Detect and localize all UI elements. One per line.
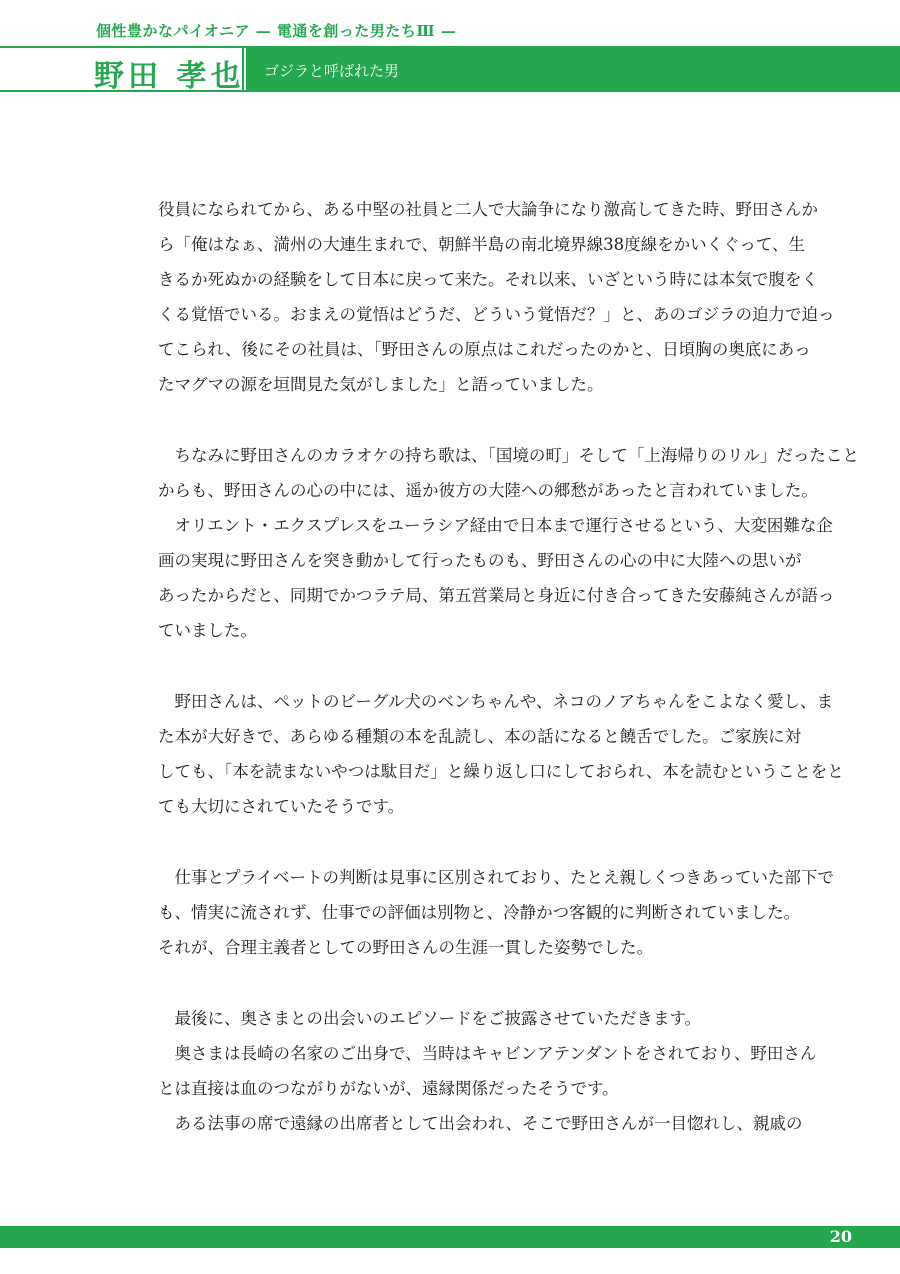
text-line: も、情実に流されず、仕事での評価は別物と、冷静かつ客観的に判断されていました。 <box>158 903 801 922</box>
text-line: くる覚悟でいる。おまえの覚悟はどうだ、どういう覚悟だ？」と、あのゴジラの迫力で迫っ <box>158 305 835 324</box>
text-line: ても大切にされていたそうです。 <box>158 797 405 816</box>
name-box <box>0 48 245 94</box>
paragraph-4 <box>158 860 834 965</box>
paragraph-5 <box>158 1001 817 1141</box>
header-band <box>0 46 900 92</box>
text-line: 仕事とプライベートの判断は見事に区別されており、たとえ親しくつきあっていた部下で <box>158 868 834 887</box>
text-line: オリエント・エクスプレスをユーラシア経由で日本まで運行させるという、大変困難な企 <box>158 516 833 535</box>
text-line: しても、「本を読まないやつは駄目だ」と繰り返し口にしておられ、本を読むということをと <box>158 762 844 781</box>
article-subtitle: ゴジラと呼ばれた男 <box>264 62 400 80</box>
text-line: たマグマの源を垣間見た気がしました」と語っていました。 <box>158 375 604 394</box>
text-line: それが、合理主義者としての野田さんの生涯一貫した姿勢でした。 <box>158 938 653 957</box>
text-line: 野田さんは、ペットのビーグル犬のベンちゃんや、ネコのノアちゃんをこよなく愛し、ま <box>158 692 834 711</box>
text-line: きるか死ぬかの経験をして日本に戻って来た。それ以来、いざという時には本気で腹をく <box>158 270 818 289</box>
paragraph-2 <box>158 438 859 648</box>
series-title: 個性豊かなパイオニア — 電通を創った男たちⅢ — <box>96 22 457 40</box>
page-number: 20 <box>829 1227 852 1246</box>
text-line: てこられ、後にその社員は、「野田さんの原点はこれだったのかと、日頃胸の奥底にあっ <box>158 340 811 359</box>
article-body <box>158 192 859 1177</box>
text-line: からも、野田さんの心の中には、遥か彼方の大陸への郷愁があったと言われていました。 <box>158 481 818 500</box>
text-line: とは直接は血のつながりがないが、遠縁関係だったそうです。 <box>158 1079 619 1098</box>
paragraph-1 <box>158 192 835 402</box>
text-line: ていました。 <box>158 621 257 640</box>
subtitle-bar <box>246 48 900 90</box>
text-line: 画の実現に野田さんを突き動かして行ったものも、野田さんの心の中に大陸への思いが <box>158 551 802 570</box>
text-line: ちなみに野田さんのカラオケの持ち歌は、「国境の町」そして「上海帰りのリル」だったこと <box>158 446 859 465</box>
text-line: 最後に、奥さまとの出会いのエピソードをご披露させていただきます。 <box>158 1009 702 1028</box>
text-line: あったからだと、同期でかつラテ局、第五営業局と身近に付き合ってきた安藤純さんが語っ <box>158 586 835 605</box>
text-line: ある法事の席で遠縁の出席者として出会われ、そこで野田さんが一目惚れし、親戚の <box>158 1114 803 1133</box>
text-line: 役員になられてから、ある中堅の社員と二人で大論争になり激高してきた時、野田さんか <box>158 200 818 219</box>
text-line: た本が大好きで、あらゆる種類の本を乱読し、本の話になると饒舌でした。ご家族に対 <box>158 727 802 746</box>
text-line: 奥さまは長崎の名家のご出身で、当時はキャビンアテンダントをされており、野田さん <box>158 1044 817 1063</box>
person-name: 野田 孝也 <box>94 59 245 94</box>
paragraph-3 <box>158 684 844 824</box>
footer-bar <box>0 1226 900 1248</box>
text-line: ら「俺はなぁ、満州の大連生まれで、朝鮮半島の南北境界線38度線をかいくぐって、生 <box>158 235 806 254</box>
